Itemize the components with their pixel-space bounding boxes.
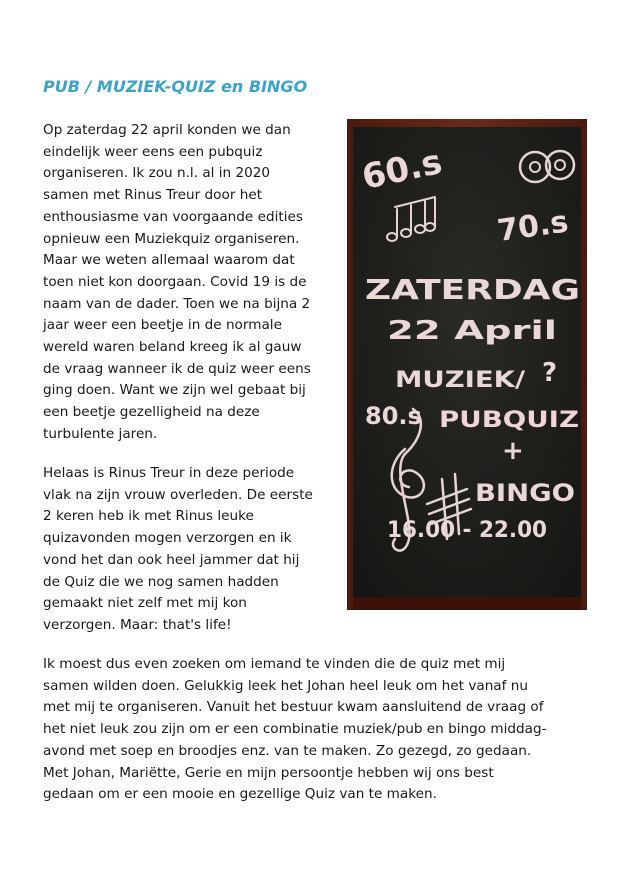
- text-line: Met Johan, Mariëtte, Gerie en mijn persoontje hebben wij ons best: [43, 764, 494, 781]
- text-line: vond het dan ook heel jammer dat hij: [43, 551, 300, 568]
- chalk-line-70s: 70.s: [495, 204, 571, 249]
- text-line: de Quiz die we nog samen hadden: [43, 573, 279, 590]
- text-line: Helaas is Rinus Treur in deze periode: [43, 465, 295, 481]
- text-line: gemaakt niet zelf met mij kon: [43, 595, 247, 612]
- text-line: Ik moest dus even zoeken om iemand te vinden die de quiz met mij: [43, 656, 506, 672]
- chalk-line-80s: 80.s: [365, 402, 422, 430]
- text-line: wereld waren beland kreeg ik al gauw: [43, 339, 302, 356]
- text-line: samen wilden doen. Gelukkig leek het Johan heel leuk om het vanaf nu: [43, 677, 528, 694]
- text-line: het niet leuk zou zijn om er een combinatie muziek/pub en bingo middag-: [43, 721, 547, 738]
- text-line: Maar we weten allemaal waarom dat: [43, 252, 295, 269]
- text-line: quizavonden mogen verzorgen en ik: [43, 530, 292, 547]
- text-line: gedaan om er een mooie en gezellige Quiz van te maken.: [43, 786, 437, 803]
- paragraph-rinus: [43, 463, 313, 637]
- text-line: avond met soep en broodjes enz. van te maken. Zo gezegd, zo gedaan.: [43, 742, 532, 759]
- text-line: naam van de dader. Toen we na bijna 2: [43, 295, 311, 312]
- text-line: 2 keren heb ik met Rinus leuke: [43, 508, 254, 525]
- chalkboard-image: [347, 119, 587, 610]
- text-line: ging doen. Want we zijn wel gebaat bij: [43, 382, 306, 399]
- paragraph-organisation: [43, 654, 547, 806]
- page-title: PUB / MUZIEK-QUIZ en BINGO: [43, 77, 308, 96]
- text-line: een beetje gezelligheid na deze: [43, 404, 260, 421]
- chalk-line-60s: 60.s: [358, 141, 446, 198]
- chalk-line-time: 16.00 - 22.00: [387, 518, 547, 543]
- text-line: de vraag wanneer ik de quiz weer eens: [43, 360, 311, 377]
- text-line: organiseren. Ik zou n.l. al in 2020: [43, 165, 271, 182]
- chalk-line-pubquiz: PUBQUIZ: [439, 408, 579, 433]
- text-line: eindelijk weer eens een pubquiz: [43, 143, 263, 160]
- text-line: turbulente jaren.: [43, 425, 158, 442]
- paragraph-intro: [43, 120, 311, 446]
- text-line: verzorgen. Maar: that's life!: [43, 616, 232, 633]
- text-line: jaar weer een beetje in de normale: [43, 317, 282, 334]
- text-line: samen met Rinus Treur door het: [43, 187, 263, 204]
- text-line: opnieuw een Muziekquiz organiseren.: [43, 230, 300, 247]
- text-line: met mij te organiseren. Vanuit het bestuur kwam aansluitend de vraag of: [43, 699, 544, 716]
- chalk-line-date: 22 April: [387, 316, 557, 346]
- text-line: Op zaterdag 22 april konden we dan: [43, 122, 291, 138]
- chalkboard-photo: [347, 119, 587, 610]
- text-line: toen niet kon doorgaan. Covid 19 is de: [43, 273, 307, 290]
- chalk-line-muziek: MUZIEK/: [395, 368, 527, 393]
- text-line: vlak na zijn vrouw overleden. De eerste: [43, 486, 313, 503]
- chalk-line-plus: +: [502, 436, 524, 466]
- chalk-line-question: ?: [542, 358, 558, 388]
- text-line: enthousiasme van voorgaande edities: [43, 208, 303, 225]
- chalk-line-zaterdag: ZATERDAG: [365, 273, 580, 306]
- chalk-line-bingo: BINGO: [475, 479, 575, 507]
